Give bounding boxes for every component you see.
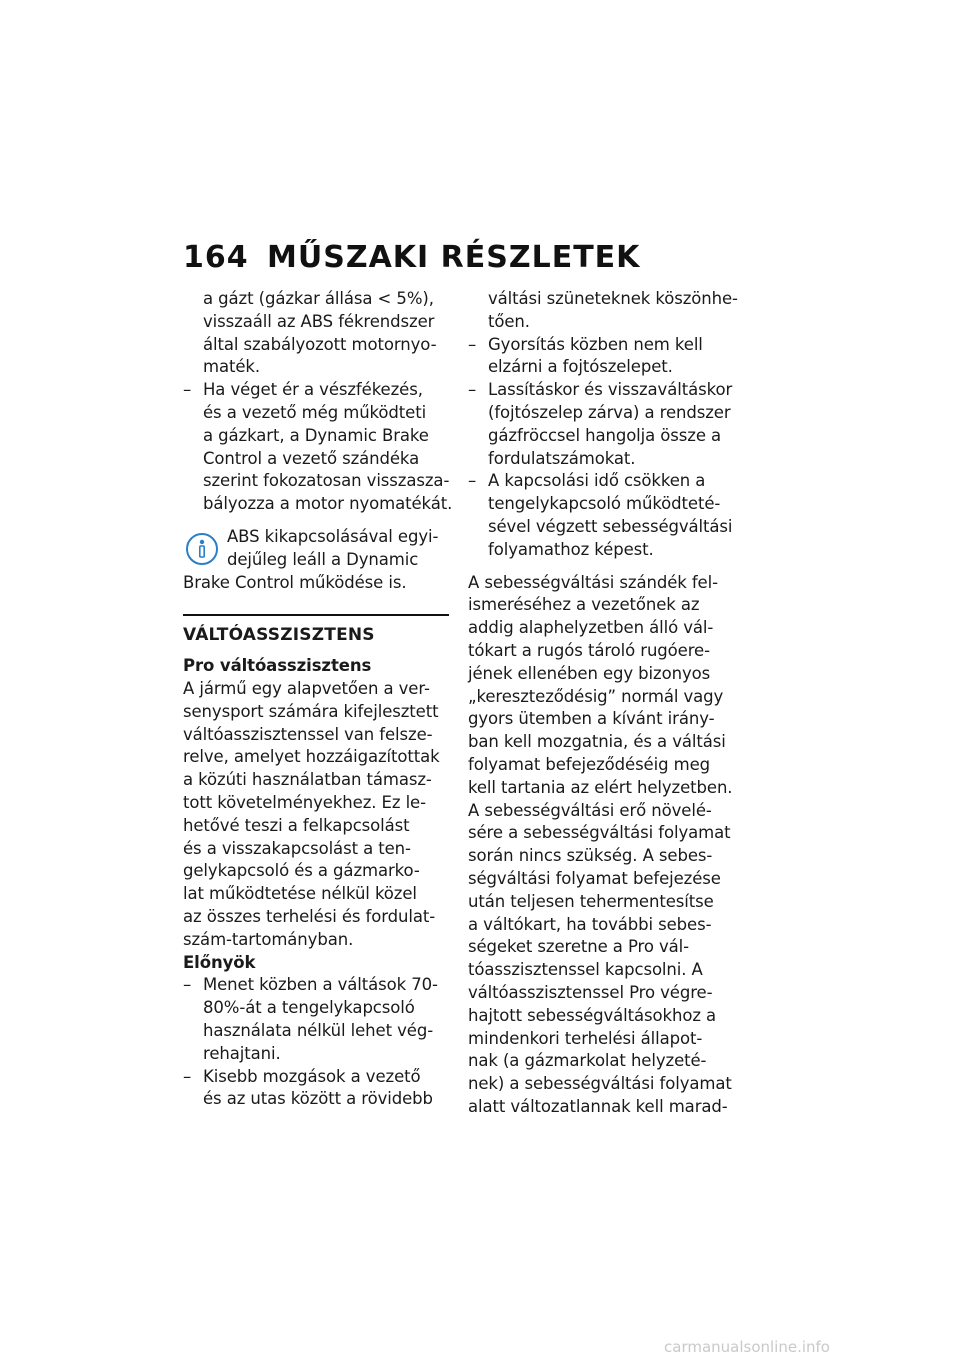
list-item — [183, 1066, 455, 1112]
text-line: tengelykapcsoló működteté- — [488, 494, 721, 514]
text-line: sére a sebességváltási folyamat — [468, 823, 731, 843]
text-line: bályozza a motor nyomatékát. — [203, 494, 453, 514]
text-line: folyamathoz képest. — [488, 539, 654, 559]
list-item — [183, 379, 455, 516]
text-line: Kisebb mozgások a vezető — [203, 1066, 421, 1086]
text-line: gyors ütemben a kívánt irány- — [468, 709, 715, 729]
text-line: kell tartania az elért helyzetben. — [468, 777, 733, 797]
text-line: visszaáll az ABS fékrendszer — [203, 311, 435, 331]
text-line: alatt változatlannak kell marad- — [468, 1096, 728, 1116]
text-line: A kapcsolási idő csökken a — [488, 471, 706, 491]
text-line: váltóasszisztenssel van felsze- — [183, 724, 433, 744]
text-line: Menet közben a váltások 70- — [203, 975, 438, 995]
text-line: során nincs szükség. A sebes- — [468, 846, 713, 866]
page-header — [183, 240, 640, 280]
paragraph — [468, 572, 738, 1119]
text-line: (fojtószelep zárva) a rendszer — [488, 402, 731, 422]
text-line: rehajtani. — [203, 1043, 281, 1063]
text-line: folyamat befejeződéséig meg — [468, 754, 711, 774]
text-line: a váltókart, ha további sebes- — [468, 914, 712, 934]
subsection-title: Pro váltóasszisztens — [183, 656, 372, 676]
advantages-title: Előnyök — [183, 952, 256, 972]
text-line: tott követelményekhez. Ez le- — [183, 792, 426, 812]
text-line: váltóasszisztenssel Pro végre- — [468, 982, 713, 1002]
text-line: sével végzett sebességváltási — [488, 516, 733, 536]
text-line: tően. — [488, 311, 530, 331]
left-column — [183, 288, 455, 1111]
text-line: relve, amelyet hozzáigazítottak — [183, 747, 440, 767]
text-line: Control a vezető szándéka — [203, 448, 420, 468]
text-line: „kereszteződésig” normál vagy — [468, 686, 724, 706]
text-line: ségeket szeretne a Pro vál- — [468, 937, 690, 957]
text-line: az összes terhelési és fordulat- — [183, 906, 436, 926]
list-item — [468, 379, 738, 470]
dash-bullet: – — [468, 471, 477, 491]
text-line: hajtott sebességváltásokhoz a — [468, 1005, 717, 1025]
text-line: fordulatszámokat. — [488, 448, 636, 468]
section-divider — [183, 614, 449, 616]
list-continuation — [468, 288, 738, 334]
intro-continuation — [183, 288, 455, 379]
text-line: maték. — [203, 357, 261, 377]
list-item — [183, 974, 455, 1065]
dash-bullet: – — [183, 380, 192, 400]
info-note — [183, 526, 455, 594]
text-line: nak (a gázmarkolat helyzeté- — [468, 1051, 707, 1071]
text-line: által szabályozott motornyo- — [203, 334, 437, 354]
text-line: senysport számára kifejlesztett — [183, 701, 439, 721]
text-line: tókart a rugós tároló rugóere- — [468, 640, 710, 660]
chapter-title: MŰSZAKI RÉSZLETEK — [267, 240, 641, 275]
text-line: ban kell mozgatnia, és a váltási — [468, 732, 726, 752]
text-line: a gázt (gázkar állása < 5%), — [203, 289, 434, 308]
text-line: váltási szüneteknek köszönhe- — [488, 289, 738, 308]
text-line: ségváltási folyamat befejezése — [468, 868, 721, 888]
spacer — [468, 562, 738, 572]
paragraph — [183, 678, 455, 952]
dash-bullet: – — [183, 975, 192, 995]
dash-bullet: – — [183, 1066, 192, 1086]
text-line: szám-tartományban. — [183, 929, 354, 949]
text-line: ABS kikapcsolásával egyi- — [227, 526, 439, 546]
text-line: gelykapcsoló és a gázmarko- — [183, 861, 420, 881]
text-line: elzárni a fojtószelepet. — [488, 357, 673, 377]
section-title: VÁLTÓASSZISZTENS — [183, 625, 375, 646]
dash-bullet: – — [468, 334, 477, 354]
list-item — [468, 470, 738, 561]
text-line: és a visszakapcsolást a ten- — [183, 838, 411, 858]
text-line: A sebességváltási szándék fel- — [468, 572, 718, 592]
text-line: után teljesen tehermentesítse — [468, 891, 714, 911]
watermark-link[interactable]: carmanualsonline.info — [664, 1338, 830, 1356]
right-column — [468, 288, 738, 1119]
page-number: 164 — [183, 240, 249, 275]
text-line: Gyorsítás közben nem kell — [488, 334, 703, 354]
spacer — [183, 647, 455, 655]
text-line: és a vezető még működteti — [203, 402, 427, 422]
text-line: jének ellenében egy bizonyos — [468, 663, 711, 683]
text-line: ismeréséhez a vezetőnek az — [468, 595, 700, 615]
text-line: addig alaphelyzetben álló vál- — [468, 618, 714, 638]
text-line: tóasszisztenssel kapcsolni. A — [468, 960, 703, 980]
text-line: a gázkart, a Dynamic Brake — [203, 425, 429, 445]
text-line: lat működtetése nélkül közel — [183, 884, 417, 904]
text-line: 80%-át a tengelykapcsoló — [203, 998, 415, 1018]
text-line: és az utas között a rövidebb — [203, 1089, 433, 1109]
dash-bullet: – — [468, 380, 477, 400]
text-line: Lassításkor és visszaváltáskor — [488, 380, 733, 400]
text-line: mindenkori terhelési állapot- — [468, 1028, 703, 1048]
list-item — [468, 334, 738, 380]
text-line: dejűleg leáll a Dynamic — [227, 549, 419, 569]
text-line: szerint fokozatosan visszasza- — [203, 471, 450, 491]
text-line: a közúti használatban támasz- — [183, 770, 432, 790]
text-line: Ha véget ér a vészfékezés, — [203, 380, 423, 400]
text-line: használata nélkül lehet vég- — [203, 1020, 434, 1040]
info-icon — [185, 532, 219, 566]
text-line: hetővé teszi a felkapcsolást — [183, 815, 410, 835]
text-line: gázfröccsel hangolja össze a — [488, 425, 722, 445]
text-line: A sebességváltási erő növelé- — [468, 800, 712, 820]
text-line: A jármű egy alapvetően a ver- — [183, 678, 430, 698]
text-line: Brake Control működése is. — [183, 572, 407, 592]
text-line: nek) a sebességváltási folyamat — [468, 1074, 732, 1094]
